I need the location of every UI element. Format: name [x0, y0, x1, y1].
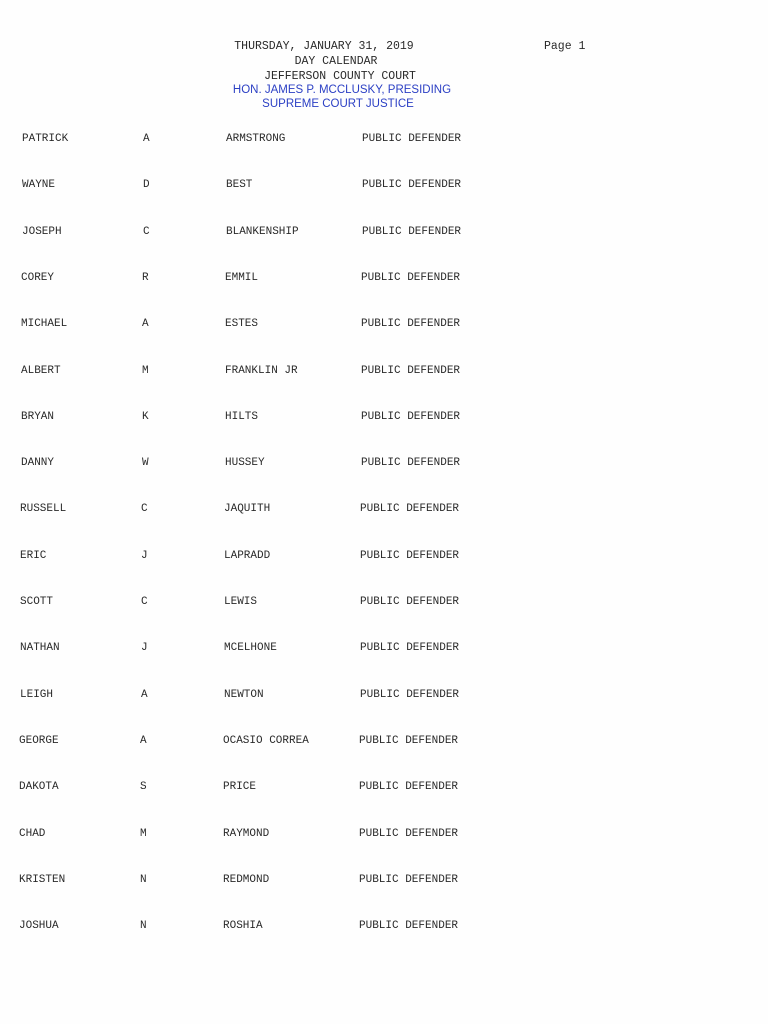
- first-name: BRYAN: [21, 410, 55, 423]
- middle-initial: C: [143, 225, 150, 238]
- presiding-judge: HON. JAMES P. MCCLUSKY, PRESIDING: [232, 84, 452, 96]
- calendar-type: DAY CALENDAR: [294, 55, 378, 68]
- first-name: DAKOTA: [19, 781, 59, 794]
- table-row: [0, 733, 768, 749]
- attorney: PUBLIC DEFENDER: [360, 596, 460, 608]
- attorney: PUBLIC DEFENDER: [361, 457, 461, 470]
- first-name: NATHAN: [20, 642, 60, 655]
- first-name: COREY: [21, 271, 55, 284]
- attorney: PUBLIC DEFENDER: [362, 133, 462, 145]
- last-name: EMMIL: [225, 271, 259, 284]
- middle-initial: J: [141, 549, 148, 562]
- middle-initial: W: [142, 457, 149, 470]
- attorney: PUBLIC DEFENDER: [359, 920, 459, 933]
- court-name: JEFFERSON COUNTY COURT: [264, 70, 416, 83]
- table-row: [0, 918, 768, 934]
- table-row: [0, 409, 768, 425]
- table-row: [0, 779, 768, 795]
- first-name: ERIC: [20, 549, 47, 562]
- middle-initial: N: [140, 920, 147, 933]
- attorney: PUBLIC DEFENDER: [361, 410, 461, 423]
- table-row: [0, 270, 768, 286]
- attorney: PUBLIC DEFENDER: [361, 271, 461, 284]
- first-name: ALBERT: [21, 364, 61, 377]
- last-name: LAPRADD: [224, 549, 271, 562]
- middle-initial: A: [143, 133, 150, 145]
- attorney: PUBLIC DEFENDER: [359, 781, 459, 794]
- attorney: PUBLIC DEFENDER: [360, 503, 460, 516]
- middle-initial: K: [142, 410, 149, 423]
- middle-initial: C: [141, 503, 148, 516]
- last-name: ROSHIA: [223, 920, 263, 933]
- attorney: PUBLIC DEFENDER: [360, 549, 460, 562]
- attorney: PUBLIC DEFENDER: [359, 827, 459, 840]
- first-name: JOSEPH: [22, 225, 62, 238]
- table-row: [0, 501, 768, 517]
- table-row: [0, 872, 768, 888]
- last-name: RAYMOND: [223, 827, 270, 840]
- middle-initial: J: [141, 642, 148, 655]
- first-name: LEIGH: [20, 688, 54, 701]
- last-name: FRANKLIN JR: [225, 364, 298, 377]
- last-name: HUSSEY: [225, 457, 265, 470]
- last-name: REDMOND: [223, 873, 270, 886]
- table-row: [0, 224, 768, 240]
- first-name: GEORGE: [19, 734, 59, 747]
- first-name: SCOTT: [20, 596, 54, 608]
- first-name: PATRICK: [22, 133, 69, 145]
- table-row: [0, 363, 768, 379]
- calendar-date: THURSDAY, JANUARY 31, 2019: [234, 40, 414, 53]
- last-name: ARMSTRONG: [226, 133, 286, 145]
- middle-initial: M: [140, 827, 147, 840]
- last-name: JAQUITH: [224, 503, 271, 516]
- judge-title: SUPREME COURT JUSTICE: [262, 98, 414, 110]
- attorney: PUBLIC DEFENDER: [359, 873, 459, 886]
- first-name: MICHAEL: [21, 318, 68, 331]
- attorney: PUBLIC DEFENDER: [359, 734, 459, 747]
- table-row: [0, 687, 768, 703]
- first-name: CHAD: [19, 827, 46, 840]
- table-row: [0, 594, 768, 610]
- last-name: PRICE: [223, 781, 257, 794]
- table-row: [0, 640, 768, 656]
- middle-initial: D: [143, 179, 150, 192]
- attorney: PUBLIC DEFENDER: [361, 364, 461, 377]
- table-row: [0, 131, 768, 147]
- middle-initial: R: [142, 271, 149, 284]
- middle-initial: A: [140, 734, 147, 747]
- last-name: BEST: [226, 179, 253, 192]
- first-name: WAYNE: [22, 179, 56, 192]
- last-name: BLANKENSHIP: [226, 225, 299, 238]
- middle-initial: C: [141, 596, 148, 608]
- page-number: Page 1: [544, 40, 586, 53]
- middle-initial: S: [140, 781, 147, 794]
- last-name: MCELHONE: [224, 642, 277, 655]
- middle-initial: A: [141, 688, 148, 701]
- first-name: JOSHUA: [19, 920, 59, 933]
- middle-initial: M: [142, 364, 149, 377]
- table-row: [0, 177, 768, 193]
- middle-initial: N: [140, 873, 147, 886]
- attorney: PUBLIC DEFENDER: [360, 688, 460, 701]
- middle-initial: A: [142, 318, 149, 331]
- first-name: KRISTEN: [19, 873, 66, 886]
- table-row: [0, 548, 768, 564]
- attorney: PUBLIC DEFENDER: [361, 318, 461, 331]
- first-name: RUSSELL: [20, 503, 67, 516]
- first-name: DANNY: [21, 457, 55, 470]
- table-row: [0, 826, 768, 842]
- last-name: LEWIS: [224, 596, 258, 608]
- table-row: [0, 455, 768, 471]
- attorney: PUBLIC DEFENDER: [362, 179, 462, 192]
- last-name: NEWTON: [224, 688, 264, 701]
- last-name: OCASIO CORREA: [223, 734, 309, 747]
- last-name: ESTES: [225, 318, 259, 331]
- attorney: PUBLIC DEFENDER: [360, 642, 460, 655]
- last-name: HILTS: [225, 410, 259, 423]
- attorney: PUBLIC DEFENDER: [362, 225, 462, 238]
- table-row: [0, 316, 768, 332]
